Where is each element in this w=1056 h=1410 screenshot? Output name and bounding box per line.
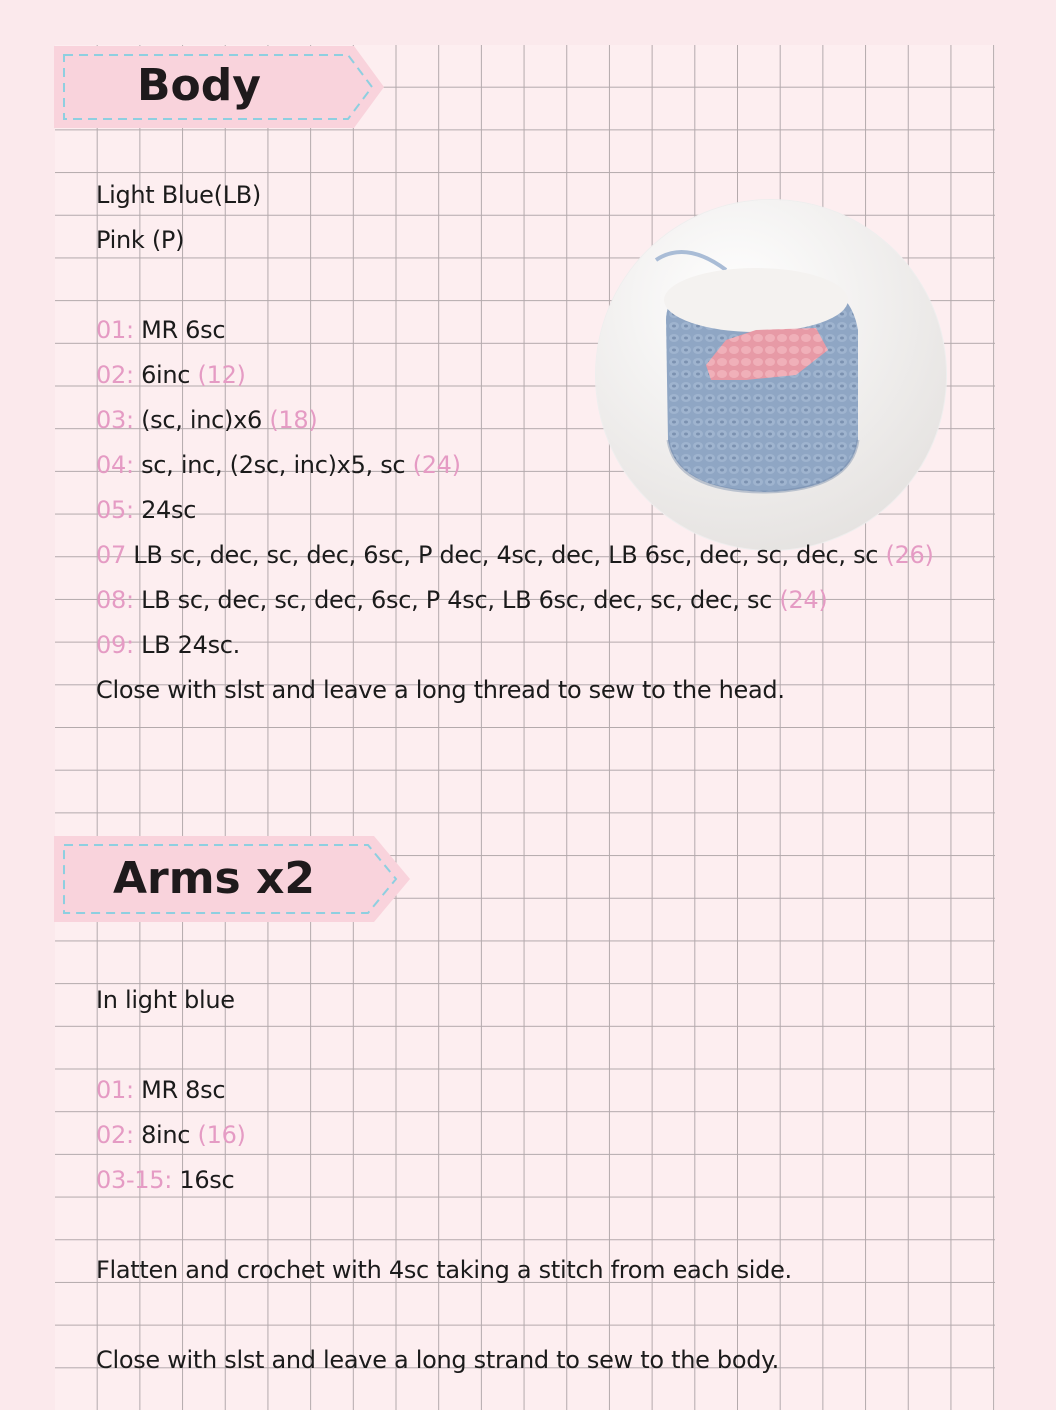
round-number: 05: (96, 496, 134, 524)
round-text: MR 8sc (133, 1076, 226, 1104)
round-text: 6inc (133, 361, 198, 389)
round-number: 01: (96, 316, 134, 344)
arms-section-title-tag (54, 836, 410, 922)
round-number: 03-15: (96, 1166, 173, 1194)
round-text: LB sc, dec, sc, dec, 6sc, P 4sc, LB 6sc, dec, sc, dec, sc (133, 586, 780, 614)
round-text: LB sc, dec, sc, dec, 6sc, P dec, 4sc, dec, LB 6sc, dec, sc, dec, sc (125, 541, 886, 569)
round-text: 8inc (133, 1121, 198, 1149)
stitch-count: (26) (885, 541, 934, 569)
arms-closing-instruction: Close with slst and leave a long strand to sew to the body. (96, 1346, 779, 1374)
stitch-count: (16) (197, 1121, 246, 1149)
arms-section-title: Arms x2 (112, 853, 316, 904)
arms-flatten-instruction: Flatten and crochet with 4sc taking a stitch from each side. (96, 1256, 792, 1284)
round-row (96, 450, 461, 480)
crochet-body-photo (596, 200, 946, 550)
round-row (96, 405, 317, 435)
round-row (96, 495, 196, 525)
round-text: 24sc (133, 496, 197, 524)
crochet-body-illustration (596, 200, 946, 550)
body-closing-instruction: Close with slst and leave a long thread to sew to the head. (96, 676, 785, 704)
body-section-title: Body (137, 60, 261, 111)
round-text: 16sc (172, 1166, 235, 1194)
round-text: (sc, inc)x6 (133, 406, 270, 434)
round-row (96, 540, 934, 570)
round-text: LB 24sc. (133, 631, 240, 659)
stitch-count: (24) (412, 451, 461, 479)
stitch-count: (12) (197, 361, 246, 389)
round-text: MR 6sc (133, 316, 226, 344)
round-row (96, 585, 827, 615)
arms-color-note: In light blue (96, 986, 235, 1014)
round-row (96, 1165, 234, 1195)
color-light-blue: Light Blue(LB) (96, 181, 261, 209)
round-row (96, 1120, 246, 1150)
round-number: 04: (96, 451, 134, 479)
stitch-count: (24) (779, 586, 828, 614)
round-row (96, 315, 225, 345)
round-number: 02: (96, 1121, 134, 1149)
round-number: 02: (96, 361, 134, 389)
round-row (96, 360, 246, 390)
stitch-count: (18) (269, 406, 318, 434)
round-number: 09: (96, 631, 134, 659)
round-number: 07 (96, 541, 126, 569)
round-number: 01: (96, 1076, 134, 1104)
round-number: 08: (96, 586, 134, 614)
round-text: sc, inc, (2sc, inc)x5, sc (133, 451, 413, 479)
round-row (96, 630, 240, 660)
round-number: 03: (96, 406, 134, 434)
body-section-title-tag (54, 46, 384, 128)
color-pink: Pink (P) (96, 226, 185, 254)
round-row (96, 1075, 225, 1105)
